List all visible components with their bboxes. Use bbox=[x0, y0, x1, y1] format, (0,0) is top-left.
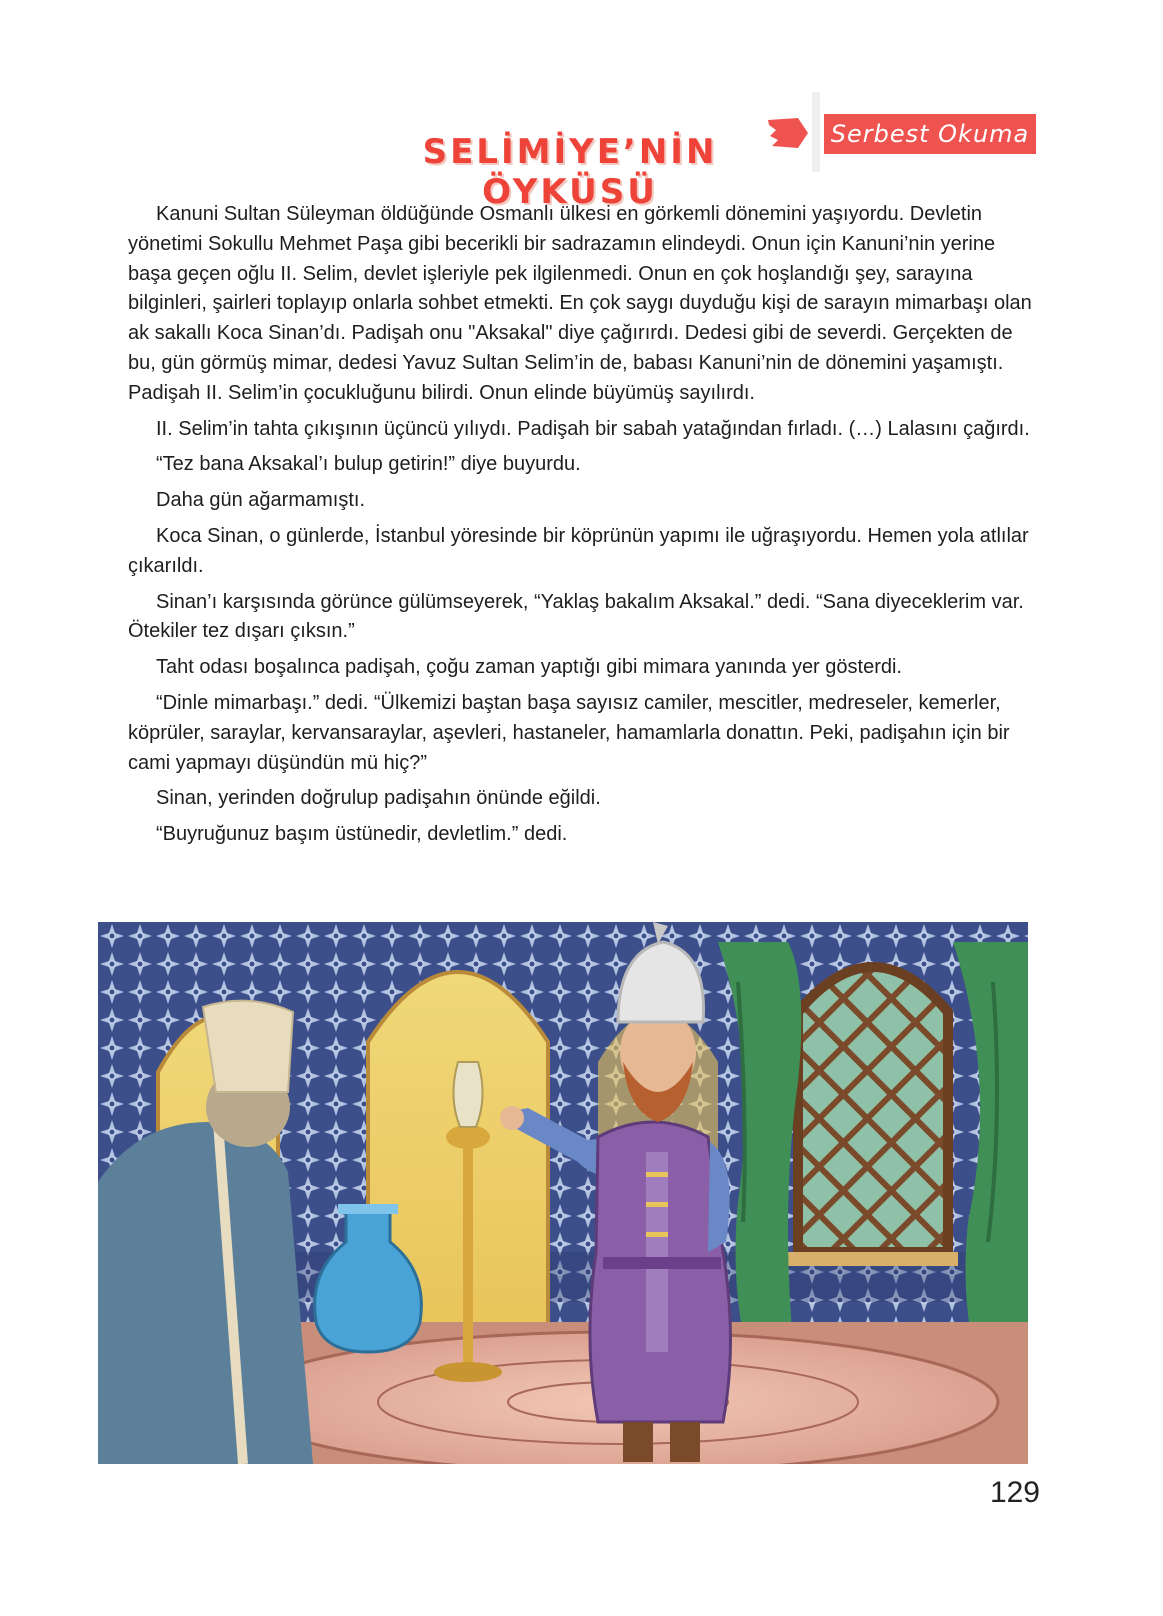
paragraph: “Buyruğunuz başım üstünedir, devletlim.” dedi. bbox=[156, 823, 568, 846]
section-tag-label: Serbest Okuma bbox=[824, 114, 1036, 154]
paragraph: Sinan, yerinden doğrulup padişahın önünde eğildi. bbox=[156, 787, 601, 810]
tag-divider bbox=[812, 92, 820, 172]
paragraph: Sinan’ı karşısında görünce gülümseyerek, “Yaklaş bakalım Aksakal.” dedi. “Sana diyeceklerim var. Ötekiler tez dışarı çıksın.” bbox=[128, 590, 1024, 643]
paragraph: Kanuni Sultan Süleyman öldüğünde Osmanlı ülkesi en görkemli dönemini yaşıyordu. Devletin yönetimi Sokullu Mehmet Paşa gibi becerikli bir sadrazamın elindeydi. Onun için Kanuni’nin yerine başa geçen oğlu II. Selim, devlet işleriyle pek ilgilenmedi. Onun en çok hoşlandığı şey, sarayına bilginleri, şairleri toplayıp onlarla sohbet etmekti. En çok saygı duyduğu kişi de sarayın mimarbaşı olan ak sakallı Koca Sinan’dı. Padişah onu "Aksakal" diye çağırırdı. Dedesi gibi de severdi. Gerçekten de bu, gün görmüş mimar, dedesi Yavuz Sultan Selim’in de, babası Kanuni’nin de dönemini yaşamıştı. Padişah II. Selim’in çocukluğunu bilirdi. Onun elinde büyümüş sayılırdı. bbox=[128, 203, 1032, 404]
paragraph: Taht odası boşalınca padişah, çoğu zaman yaptığı gibi mimara yanında yer gösterdi. bbox=[156, 656, 902, 679]
paragraph: Daha gün ağarmamıştı. bbox=[156, 489, 365, 512]
paragraph: “Dinle mimarbaşı.” dedi. “Ülkemizi baştan başa sayısız camiler, mescitler, medreseler, kemerler, köprüler, saraylar, kervansaraylar, aşevleri, hastaneler, hamamlarla donattın. Peki, padişahın için bir cami yapmayı düşündün mü hiç?” bbox=[128, 691, 1010, 774]
story-illustration bbox=[98, 922, 1028, 1464]
torn-flag-icon bbox=[768, 116, 808, 150]
story-title: SELİMİYE’NİN ÖYKÜSÜ bbox=[422, 132, 718, 212]
paragraph: Koca Sinan, o günlerde, İstanbul yöresinde bir köprünün yapımı ile uğraşıyordu. Hemen yola atlılar çıkarıldı. bbox=[128, 524, 1029, 577]
paragraph: II. Selim’in tahta çıkışının üçüncü yılıydı. Padişah bir sabah yatağından fırladı. (…) Lalasını çağırdı. bbox=[156, 417, 1030, 440]
section-tag bbox=[768, 92, 1038, 172]
story-text bbox=[128, 200, 1038, 856]
paragraph: “Tez bana Aksakal’ı bulup getirin!” diye buyurdu. bbox=[156, 453, 581, 476]
page-number: 129 bbox=[989, 1476, 1040, 1509]
